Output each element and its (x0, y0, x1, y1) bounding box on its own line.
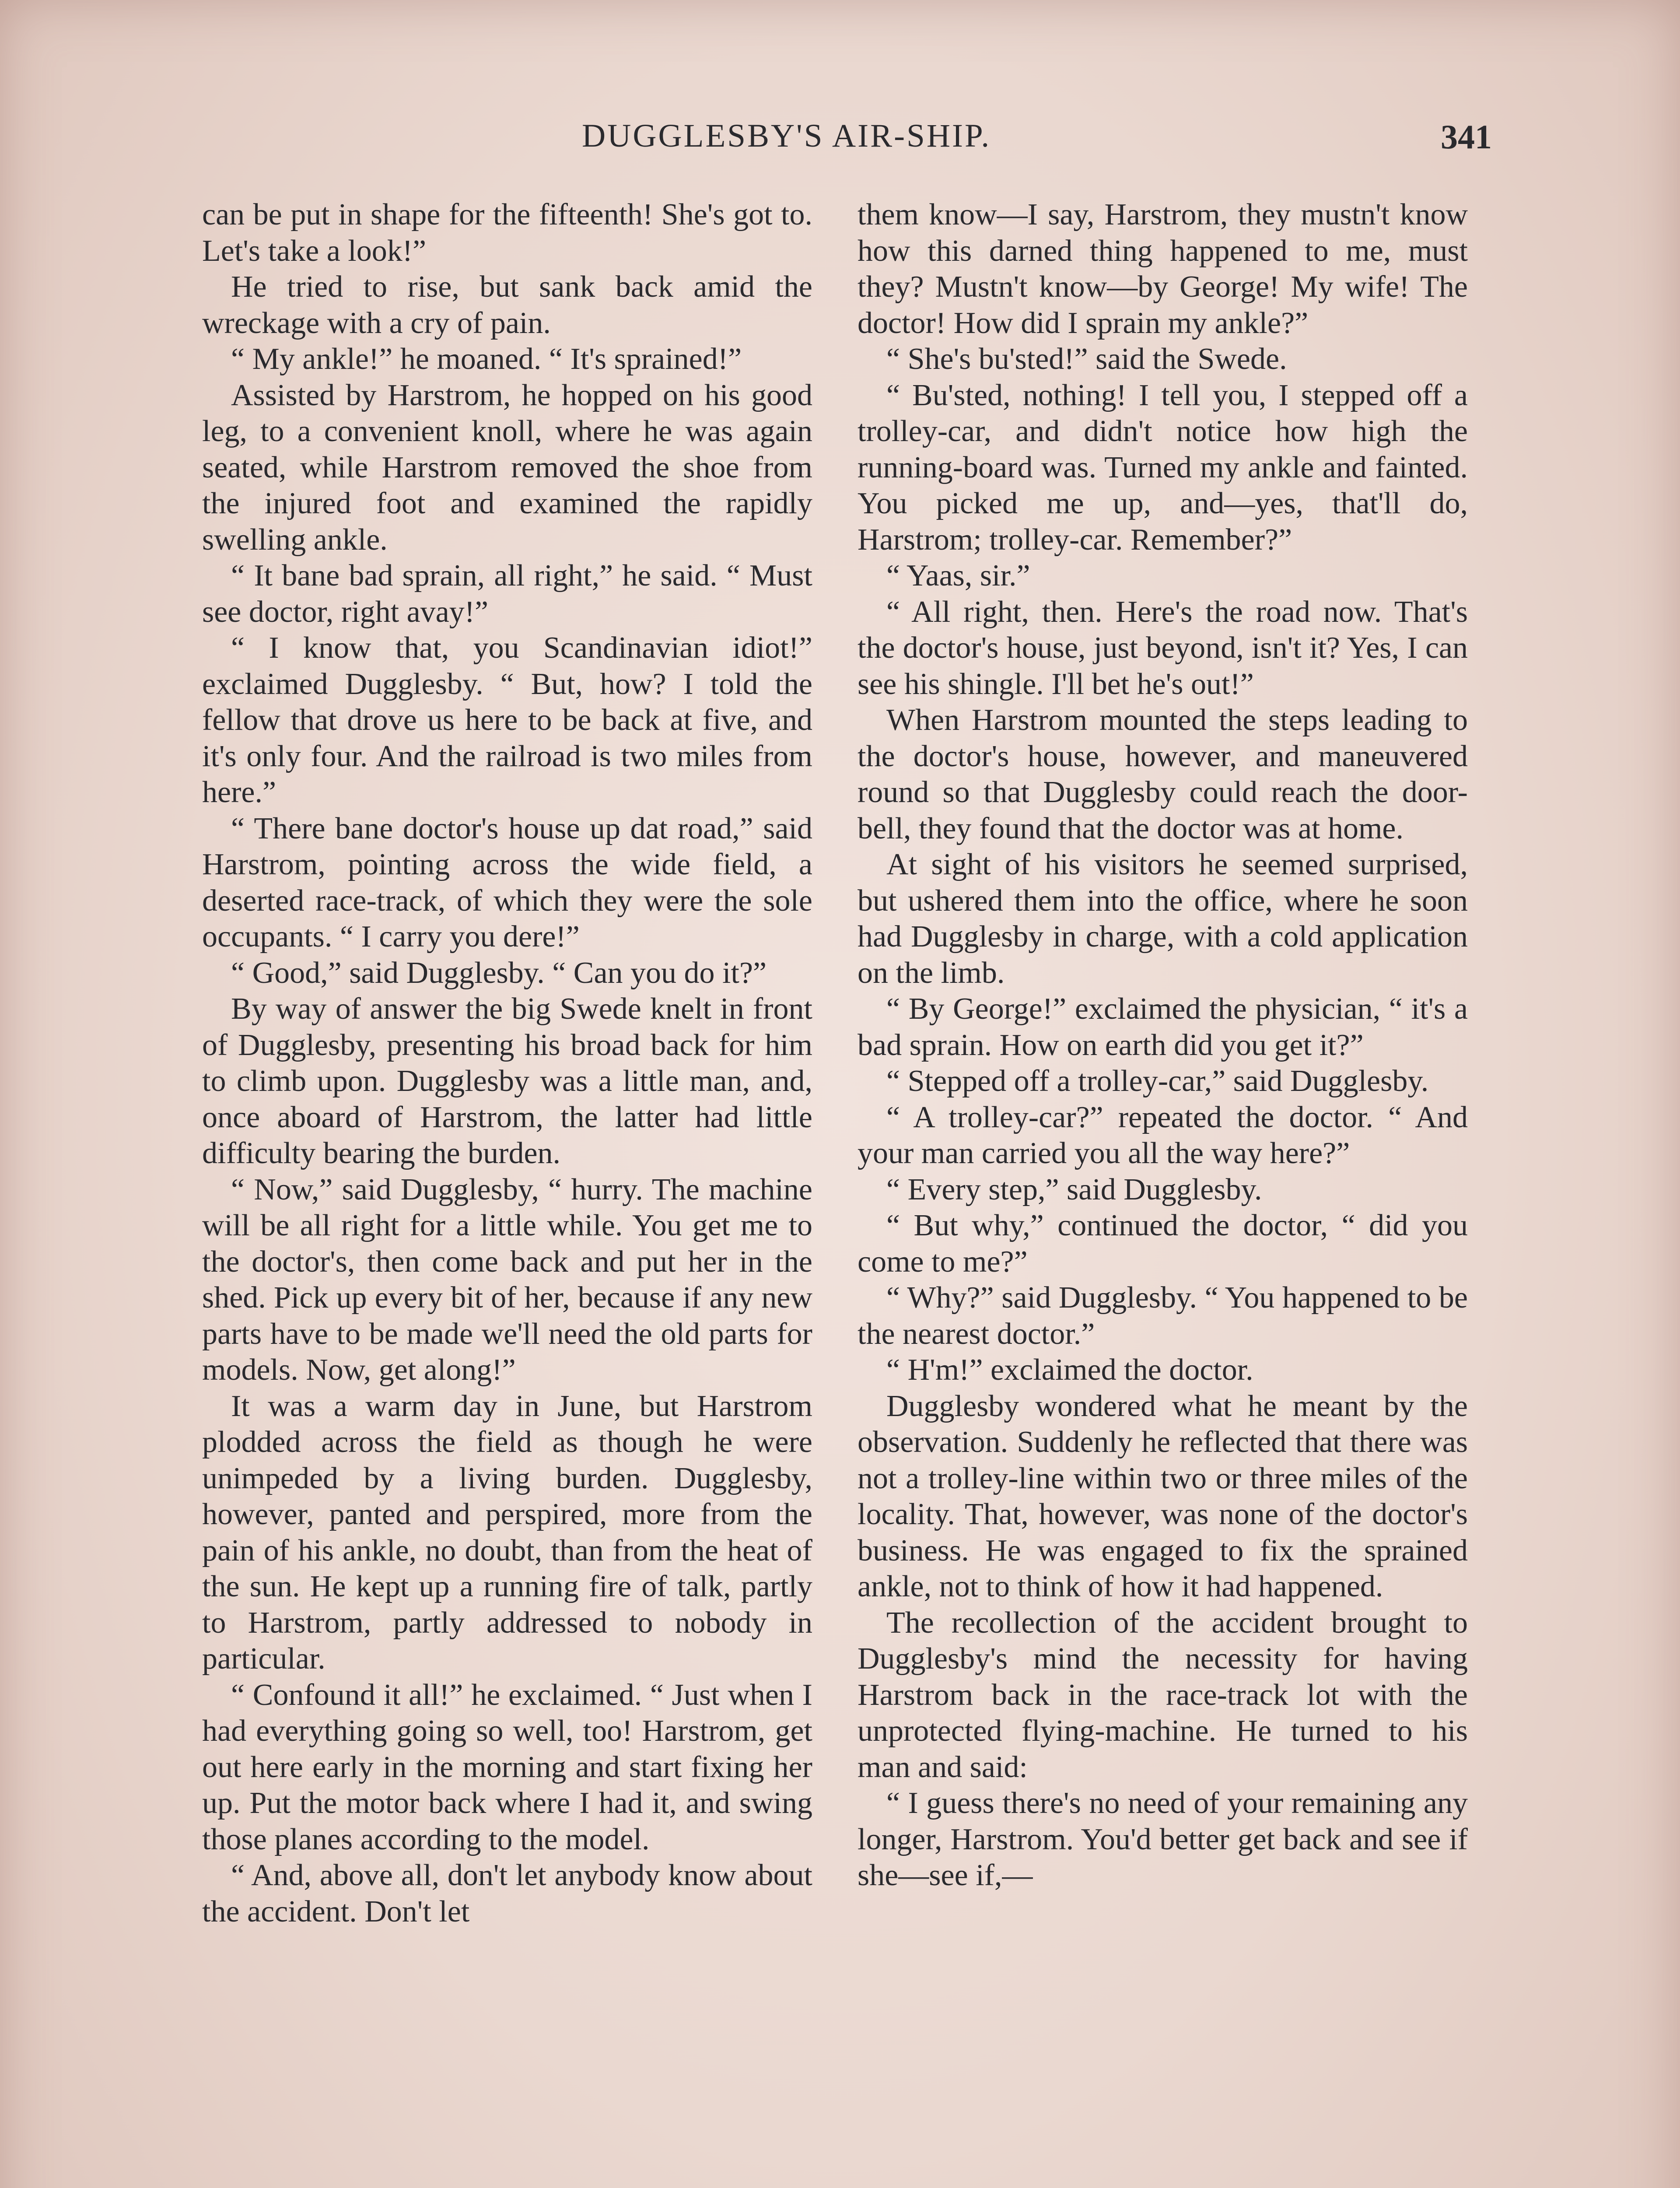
left-column (202, 197, 812, 1930)
right-column (858, 197, 1468, 1894)
paragraph: At sight of his visitors he seemed surprised, but ushered them into the office, where he soon had Dugglesby in charge, with a cold application on the limb. (858, 848, 1468, 990)
paragraph: “ I know that, you Scandinavian idiot!” exclaimed Dugglesby. “ But, how? I told the fellow that drove us here to be back at five, and it's only four. And the railroad is two miles from here.” (202, 631, 812, 809)
paragraph: “ My ankle!” he moaned. “ It's sprained!” (231, 342, 742, 376)
paragraph: “ She's bu'sted!” said the Swede. (886, 342, 1287, 376)
paragraph: It was a warm day in June, but Harstrom plodded across the field as though he were unimpeded by a living burden. Dugglesby, however, panted and perspired, more from the pain of his ankle, no doubt, than from the heat of the sun. He kept up a running fire of talk, partly to Harstrom, partly addressed to nobody in particular. (202, 1389, 812, 1676)
paragraph: “ I guess there's no need of your remaining any longer, Harstrom. You'd better get back and see if she—see if,— (858, 1786, 1468, 1892)
page-header (175, 117, 1492, 165)
paragraph: The recollection of the accident brought to Dugglesby's mind the necessity for having Harstrom back in the race-track lot with the unprotected flying-machine. He turned to his man and said: (858, 1606, 1468, 1784)
paragraph: “ Bu'sted, nothing! I tell you, I stepped off a trolley-car, and didn't notice how high the running-board was. Turned my ankle and fainted. You picked me up, and—yes, that'll do, Harstrom; trolley-car. Remember?” (858, 378, 1468, 557)
paragraph: can be put in shape for the fifteenth! She's got to. Let's take a look!” (202, 198, 812, 268)
paragraph: “ Stepped off a trolley-car,” said Dugglesby. (886, 1064, 1429, 1098)
paragraph: Dugglesby wondered what he meant by the observation. Suddenly he reflected that there was not a trolley-line within two or three miles of the locality. That, however, was none of the doctor's business. He was engaged to fix the sprained ankle, not to think of how it had happened. (858, 1389, 1468, 1603)
paragraph: “ By George!” exclaimed the physician, “ it's a bad sprain. How on earth did you get it?” (858, 992, 1468, 1062)
paragraph: “ Yaas, sir.” (886, 559, 1030, 593)
paragraph: “ Good,” said Dugglesby. “ Can you do it?” (231, 956, 767, 990)
paragraph: “ All right, then. Here's the road now. That's the doctor's house, just beyond, isn't it? Yes, I can see his shingle. I'll bet he's out!” (858, 595, 1468, 701)
paragraph: “ Every step,” said Dugglesby. (886, 1172, 1262, 1206)
paragraph: “ A trolley-car?” repeated the doctor. “ And your man carried you all the way here?” (858, 1100, 1468, 1170)
page-number: 341 (1441, 118, 1492, 156)
paragraph: “ H'm!” exclaimed the doctor. (886, 1353, 1253, 1387)
paragraph: By way of answer the big Swede knelt in front of Dugglesby, presenting his broad back for him to climb upon. Dugglesby was a little man, and, once aboard of Harstrom, the latter had little difficulty bearing the burden. (202, 992, 812, 1170)
paragraph: “ Why?” said Dugglesby. “ You happened to be the nearest doctor.” (858, 1281, 1468, 1351)
running-title: DUGGLESBY'S AIR-SHIP. (582, 118, 991, 154)
paragraph: “ But why,” continued the doctor, “ did you come to me?” (858, 1209, 1468, 1279)
paragraph: “ Now,” said Dugglesby, “ hurry. The machine will be all right for a little while. You get me to the doctor's, then come back and put her in the shed. Pick up every bit of her, because if any new parts have to be made we'll need the old parts for models. Now, get along!” (202, 1172, 812, 1387)
paragraph: “ Confound it all!” he exclaimed. “ Just when I had everything going so well, too! Harstrom, get out here early in the morning and start fixing her up. Put the motor back where I had it, and swing those planes according to the model. (202, 1678, 812, 1856)
paragraph: When Harstrom mounted the steps leading to the doctor's house, however, and maneuvered round so that Dugglesby could reach the door-bell, they found that the doctor was at home. (858, 703, 1468, 845)
paragraph: “ And, above all, don't let anybody know about the accident. Don't let (202, 1858, 812, 1929)
paragraph: Assisted by Harstrom, he hopped on his good leg, to a convenient knoll, where he was again seated, while Harstrom removed the shoe from the injured foot and examined the rapidly swelling ankle. (202, 378, 812, 557)
paragraph: “ It bane bad sprain, all right,” he said. “ Must see doctor, right avay!” (202, 559, 812, 629)
paragraph: them know—I say, Harstrom, they mustn't know how this darned thing happened to me, must they? Mustn't know—by George! My wife! The doctor! How did I sprain my ankle?” (858, 198, 1468, 340)
paragraph: “ There bane doctor's house up dat road,” said Harstrom, pointing across the wide field, a deserted race-track, of which they were the sole occupants. “ I carry you dere!” (202, 811, 812, 954)
paragraph: He tried to rise, but sank back amid the wreckage with a cry of pain. (202, 270, 812, 340)
